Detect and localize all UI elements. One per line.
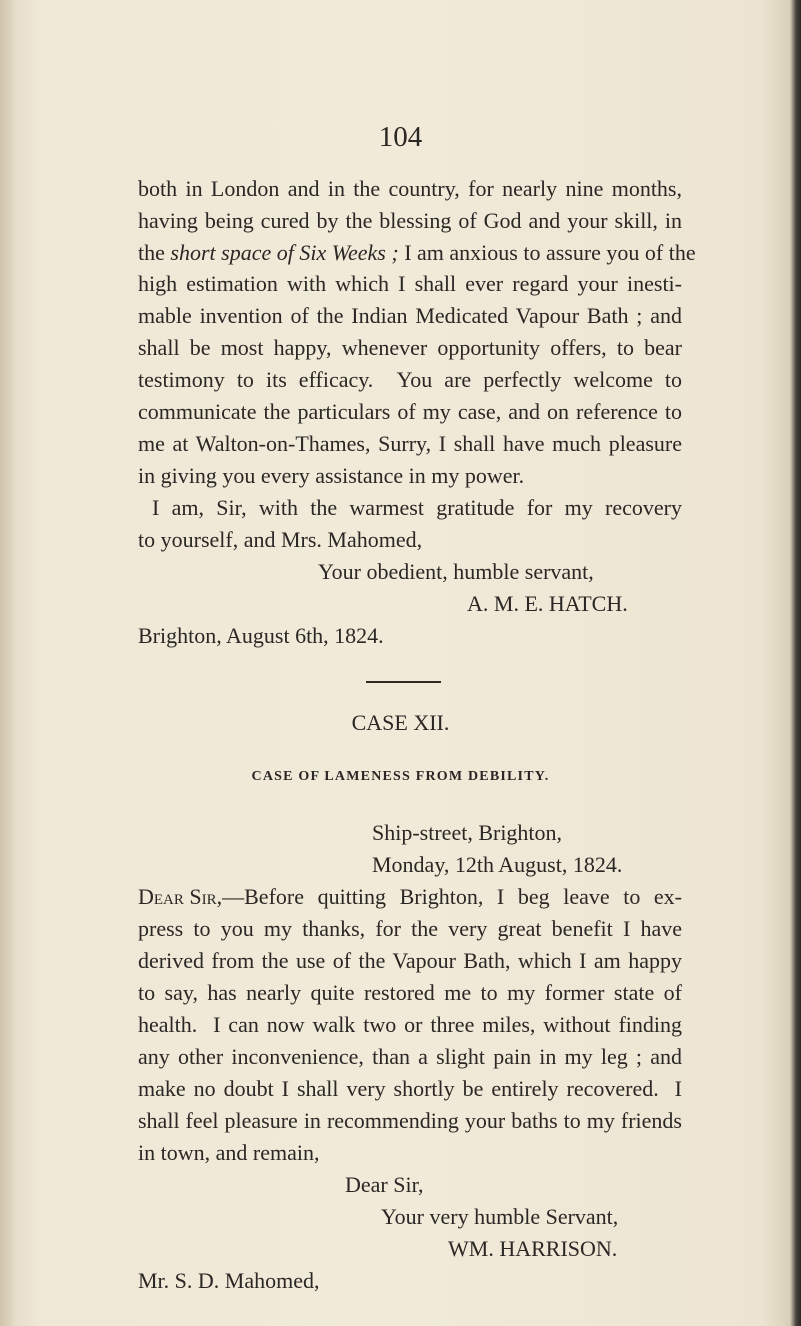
body-line: to yourself, and Mrs. Mahomed, <box>138 527 423 552</box>
body-line: testimony to its efficacy. You are perfectly welcome to <box>138 367 682 392</box>
signature: A. M. E. HATCH. <box>467 591 628 616</box>
page-gutter-shadow <box>0 0 16 1326</box>
body-line: in giving you every assistance in my power. <box>138 463 525 488</box>
body-line: both in London and in the country, for nearly nine months, <box>138 176 682 201</box>
body-line: derived from the use of the Vapour Bath, which I am happy <box>138 948 682 973</box>
body-text: I am anxious to assure you of the <box>398 240 696 265</box>
body-line: me at Walton-on-Thames, Surry, I shall have much pleasure <box>138 431 682 456</box>
body-line: make no doubt I shall very shortly be entirely recovered. I <box>138 1076 682 1101</box>
address-line: Ship-street, Brighton, <box>372 820 563 845</box>
case-subtitle: CASE OF LAMENESS FROM DEBILITY. <box>251 769 550 784</box>
body-line: communicate the particulars of my case, and on reference to <box>138 399 682 424</box>
case-title: CASE XII. <box>351 710 450 735</box>
letter-closing: Your very humble Servant, <box>381 1204 619 1229</box>
body-text: —Before quitting Brighton, I beg leave to ex- <box>222 884 682 909</box>
place-date: Brighton, August 6th, 1824. <box>138 623 384 648</box>
section-divider <box>366 681 441 683</box>
signature: WM. HARRISON. <box>448 1236 618 1261</box>
page-number: 104 <box>378 121 423 153</box>
letter-closing: Your obedient, humble servant, <box>318 559 594 584</box>
body-line: mable invention of the Indian Medicated Vapour Bath ; and <box>138 303 682 328</box>
body-line: I am, Sir, with the warmest gratitude for my recovery <box>152 495 682 520</box>
body-line <box>138 886 682 908</box>
body-line: shall be most happy, whenever opportunity offers, to bear <box>138 335 682 360</box>
body-line: any other inconvenience, than a slight pain in my leg ; and <box>138 1044 682 1069</box>
addressee: Mr. S. D. Mahomed, <box>138 1268 320 1293</box>
body-line: shall feel pleasure in recommending your baths to my friends <box>138 1108 682 1133</box>
body-line: press to you my thanks, for the very great benefit I have <box>138 916 682 941</box>
salutation: Dear Sir, <box>138 884 223 909</box>
address-date-line: Monday, 12th August, 1824. <box>372 852 623 877</box>
letter-closing: Dear Sir, <box>345 1172 424 1197</box>
italic-emphasis: short space of Six Weeks ; <box>170 240 399 265</box>
body-line: to say, has nearly quite restored me to my former state of <box>138 980 682 1005</box>
body-line <box>138 240 696 265</box>
body-line: in town, and remain, <box>138 1140 320 1165</box>
body-line: having being cured by the blessing of God and your skill, in <box>138 208 682 233</box>
body-text: the <box>138 240 171 265</box>
body-line: high estimation with which I shall ever regard your inesti- <box>138 271 682 296</box>
body-line: health. I can now walk two or three miles, without finding <box>138 1012 682 1037</box>
